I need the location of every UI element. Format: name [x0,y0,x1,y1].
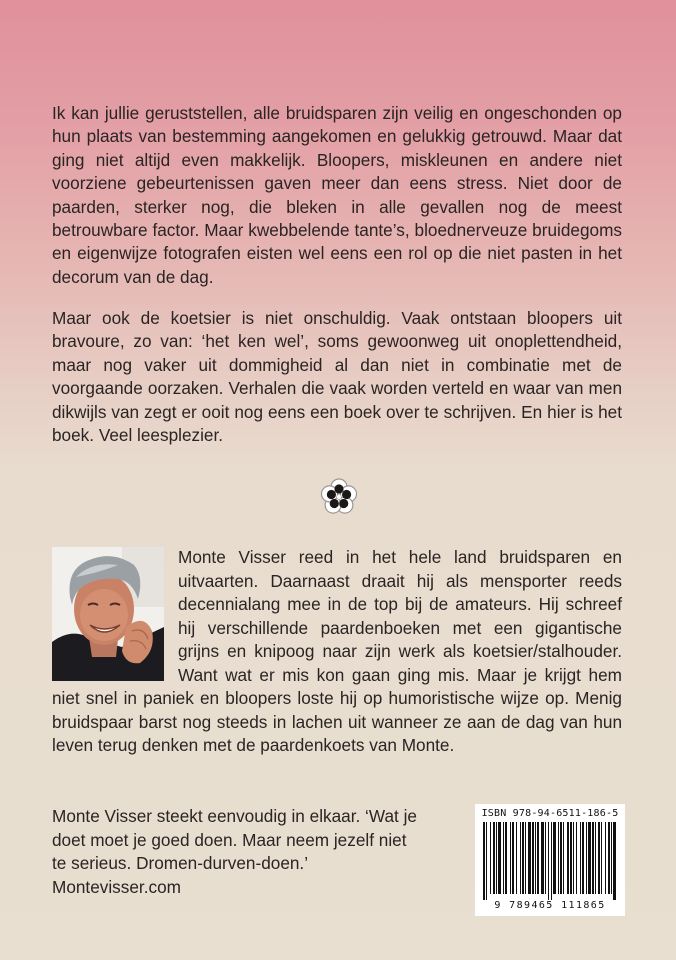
barcode-bar [548,822,549,900]
second-paragraph: Maar ook de koetsier is niet onschuldig. Vaak ontstaan bloopers uit bravoure, zo van: ‘het ken wel’, soms gewoonweg uit onoplettendheid, maar nog vaker uit dommigheid al dan niet in combinatie met de voorgaande oorzaken. Verhalen die vaak worden verteld en waar van men dikwijls van zegt er ooit nog eens een boek over te schrijven. En hier is het boek. Veel leesplezier. [52,308,622,446]
barcode-bar [588,822,591,894]
closing-line-1: Monte Visser steekt eenvoudig in elkaar. ‘Wat je [52,806,417,826]
barcode-bar [520,822,521,894]
barcode-bar [522,822,524,894]
barcode-bar [496,822,497,894]
intro-paragraph: Ik kan jullie geruststellen, alle bruidsparen zijn veilig en ongeschonden op hun plaats van bestemming aangekomen en gelukkig getrouwd. Maar dat ging niet altijd even makkelijk. Bloopers, miskleunen en andere niet voorziene gebeurtenissen gaven meer dan eens stress. Niet door de paarden, sterker nog, die bleken in alle gevallen nog de meest betrouwbare factor. Maar kwebbelende tante’s, bloednerveuze bruidegoms en eigenwijze fotografen eisten wel eens een rol op die niet pasten in het decorum van de dag. [52,103,622,287]
barcode-bar [611,822,612,894]
barcode-bar [541,822,544,894]
barcode-bar [563,822,564,894]
barcode-bar [560,822,562,894]
barcode-bar [605,822,606,894]
barcode-bar [567,822,569,894]
barcode-bar [582,822,584,894]
author-bio [52,546,622,758]
barcode-bar [553,822,556,894]
barcode-bar [510,822,511,894]
barcode-bar [558,822,559,894]
barcode-bar [592,822,594,894]
website-link[interactable]: Montevisser.com [52,876,181,897]
barcode-bar [608,822,610,894]
barcode-bar [486,822,487,900]
closing-line-2: doet moet je goed doen. Maar neem jezelf niet [52,829,407,850]
barcode-bar [525,822,526,894]
barcode-bar [545,822,546,894]
isbn-label: ISBN 978-94-6511-186-5 [481,808,619,819]
barcode-bar [598,822,600,894]
barcode-bar [580,822,581,894]
barcode-bar [516,822,517,894]
barcode-bar [573,822,574,894]
barcode-bar [570,822,572,894]
barcode-bar [512,822,514,894]
author-bio-text: Monte Visser reed in het hele land bruidsparen en uitvaarten. Daarnaast draait hij als mensporter reeds decennialang mee in de top bij de amateurs. Hij schreef hij verschillende paardenboeken met een gigantische grijns en knipoog naar zijn werk als koetsier/stalhouder. Want wat er mis kon gaan ging mis. Maar je krijgt hem niet snel in paniek en bloopers loste hij op humoristische wijze op. Menig bruidspaar barst nog steeds in lachen uit wanneer ze aan de dag van hun leven terug denken met de paardenkoets van Monte. [52,547,622,755]
barcode-bar [493,822,495,894]
isbn-barcode [475,804,625,916]
barcode-bar [535,822,536,894]
flower-icon [318,476,360,518]
barcode-bar [613,822,616,900]
closing-line-3: te serieus. Dromen-durven-doen.’ [52,853,309,873]
barcode-bar [498,822,501,894]
closing-text [52,805,462,899]
barcode-bars [481,822,619,900]
barcode-bar [595,822,596,894]
barcode-bar [503,822,504,894]
barcode-bar [586,822,587,894]
barcode-bar [532,822,534,894]
barcode-bar [601,822,602,894]
barcode-digits: 9 789465 111865 [494,900,606,911]
barcode-bar [490,822,491,894]
barcode-bar [576,822,577,894]
barcode-bar [483,822,485,900]
barcode-bar [537,822,539,894]
barcode-bar [528,822,531,894]
barcode-bar [551,822,552,900]
barcode-bar [505,822,507,894]
